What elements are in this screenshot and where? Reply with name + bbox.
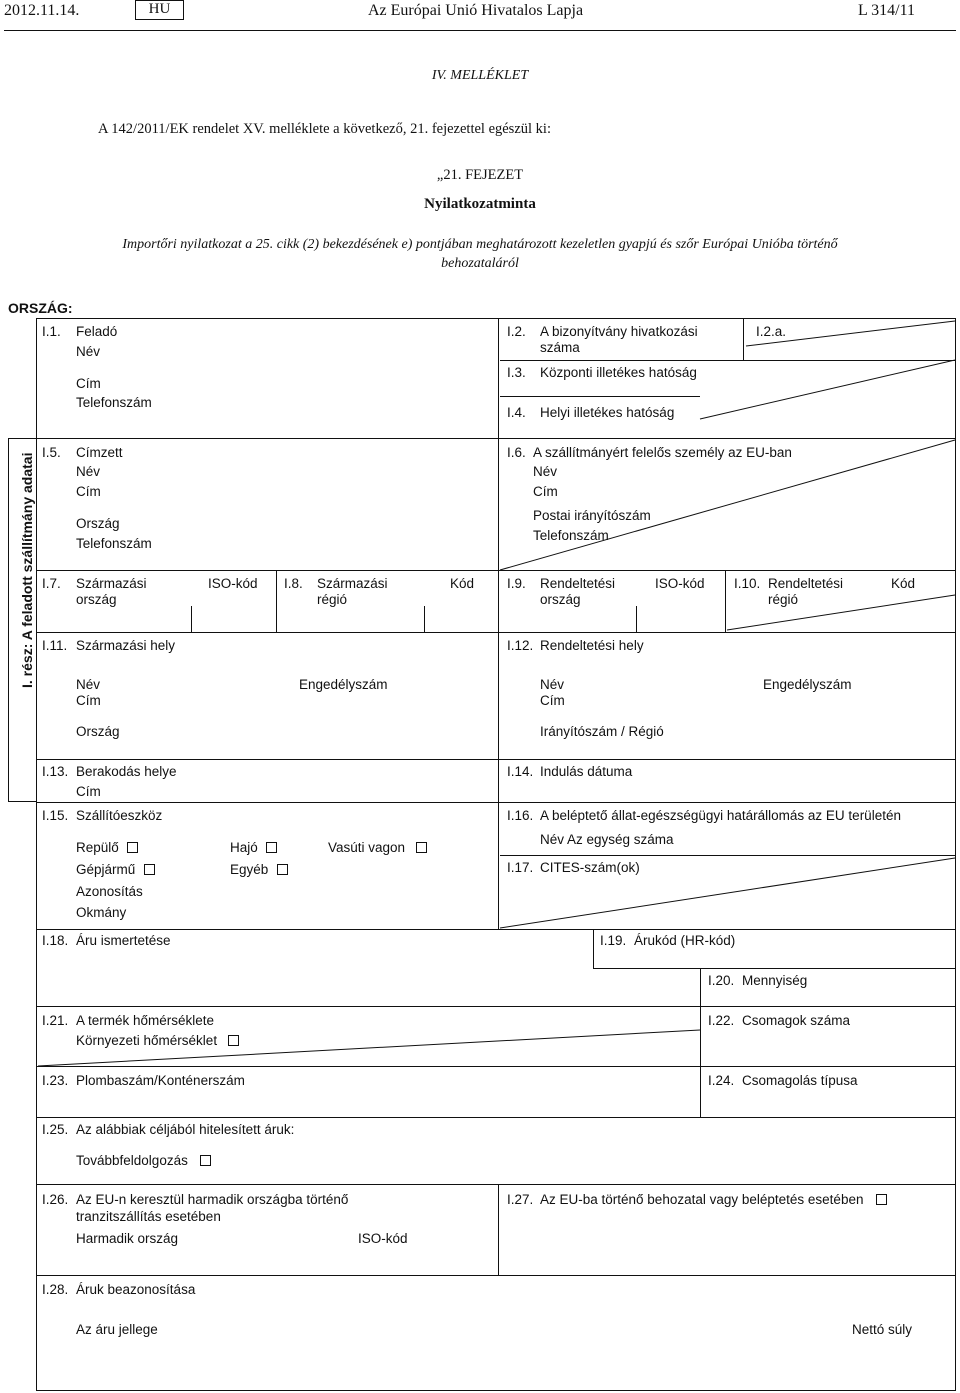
further-processing-checkbox[interactable] — [200, 1155, 211, 1166]
consignee-phone-label: Telefonszám — [76, 536, 152, 551]
annex-heading: IV. MELLÉKLET — [431, 68, 529, 83]
certified-for-label: Az alábbiak céljából hitelesített áruk: — [76, 1122, 295, 1137]
origin-name-label: Név — [76, 677, 101, 692]
field-number: I.23. — [42, 1073, 69, 1088]
consignee-name-label: Név — [76, 464, 101, 479]
model-title: Nyilatkozatminta — [424, 196, 536, 212]
field-number: I.26. — [42, 1192, 69, 1207]
rail-label: Vasúti vagon — [328, 840, 406, 855]
vehicle-checkbox[interactable] — [144, 864, 155, 875]
transport-ident-label: Azonosítás — [76, 884, 143, 899]
net-weight-label: Nettó súly — [852, 1322, 913, 1337]
transport-title: Szállítóeszköz — [76, 808, 163, 823]
destination-approval-label: Engedélyszám — [763, 677, 852, 692]
goods-identification-title: Áruk beazonosítása — [76, 1282, 196, 1297]
ship-checkbox[interactable] — [266, 842, 277, 853]
local-authority-label: Helyi illetékes hatóság — [540, 405, 675, 420]
consignor-name-label: Név — [76, 344, 101, 359]
field-number: I.11. — [42, 638, 68, 653]
responsible-postcode-label: Postai irányítószám — [533, 508, 651, 523]
origin-country-title: Származási — [76, 576, 147, 591]
origin-address-label: Cím — [76, 693, 101, 708]
field-number: I.22. — [708, 1013, 735, 1028]
field-number: I.28. — [42, 1282, 69, 1297]
plane-label: Repülő — [76, 840, 119, 855]
field-number: I.20. — [708, 973, 735, 988]
language-badge: HU — [135, 0, 184, 20]
package-count-label: Csomagok száma — [742, 1013, 851, 1028]
field-number: I.24. — [708, 1073, 735, 1088]
consignor-phone-label: Telefonszám — [76, 395, 152, 410]
destination-postcode-label: Irányítószám / Régió — [540, 724, 664, 739]
certificate-ref-title-2: száma — [540, 340, 580, 355]
commodity-code-label: Árukód (HR-kód) — [634, 933, 736, 948]
field-number: I.6. — [507, 445, 526, 460]
origin-country-label: Ország — [76, 724, 120, 739]
description-line-2: behozataláról — [441, 256, 519, 271]
responsible-address-label: Cím — [533, 484, 558, 499]
field-number: I.12. — [507, 638, 534, 653]
field-number: I.8. — [284, 576, 303, 591]
loading-address-label: Cím — [76, 784, 101, 799]
field-number: I.16. — [507, 808, 534, 823]
import-entry-label: Az EU-ba történő behozatal vagy beléptetés esetében — [540, 1192, 864, 1207]
ship-label: Hajó — [230, 840, 258, 855]
origin-region-title-2: régió — [317, 592, 348, 607]
chapter-heading: „21. FEJEZET — [436, 167, 524, 183]
journal-title: Az Európai Unió Hivatalos Lapja — [368, 2, 584, 19]
field-number: I.13. — [42, 764, 69, 779]
field-number: I.2. — [507, 324, 526, 339]
vehicle-label: Gépjármű — [76, 862, 136, 877]
origin-country-title-2: ország — [76, 592, 117, 607]
consignee-address-label: Cím — [76, 484, 101, 499]
certificate-ref-title: A bizonyítvány hivatkozási — [540, 324, 698, 339]
other-transport-checkbox[interactable] — [277, 864, 288, 875]
departure-date-label: Indulás dátuma — [540, 764, 633, 779]
plane-checkbox[interactable] — [127, 842, 138, 853]
further-processing-label: Továbbfeldolgozás — [76, 1153, 188, 1168]
border-post-title: A beléptető állat-egészségügyi határállomás az EU területén — [540, 808, 901, 823]
place-of-destination-title: Rendeltetési hely — [540, 638, 644, 653]
ambient-temp-label: Környezeti hőmérséklet — [76, 1033, 218, 1048]
responsible-name-label: Név — [533, 464, 558, 479]
field-number: I.27. — [507, 1192, 534, 1207]
field-number: I.17. — [507, 860, 534, 875]
page-number: L 314/11 — [858, 2, 916, 19]
field-number: I.4. — [507, 405, 526, 420]
ambient-temp-checkbox[interactable] — [228, 1035, 239, 1046]
origin-region-code-label: Kód — [450, 576, 475, 591]
field-number: I.25. — [42, 1122, 69, 1137]
third-country-iso-label: ISO-kód — [358, 1231, 408, 1246]
place-of-origin-title: Származási hely — [76, 638, 176, 653]
intro-line: A 142/2011/EK rendelet XV. melléklete a következő, 21. fejezettel egészül ki: — [98, 121, 551, 137]
destination-address-label: Cím — [540, 693, 565, 708]
destination-country-iso-label: ISO-kód — [655, 576, 705, 591]
field-number: I.3. — [507, 365, 526, 380]
transit-title-2: tranzitszállítás esetében — [76, 1209, 221, 1224]
goods-description-label: Áru ismertetése — [76, 933, 171, 948]
origin-approval-label: Engedélyszám — [299, 677, 388, 692]
import-entry-checkbox[interactable] — [876, 1194, 887, 1205]
field-number: I.21. — [42, 1013, 69, 1028]
temperature-title: A termék hőmérséklete — [76, 1013, 215, 1028]
field-number: I.1. — [42, 324, 61, 339]
rail-checkbox[interactable] — [416, 842, 427, 853]
responsible-phone-label: Telefonszám — [533, 528, 609, 543]
destination-region-code-label: Kód — [891, 576, 916, 591]
destination-region-title-2: régió — [768, 592, 799, 607]
quantity-label: Mennyiség — [742, 973, 808, 988]
destination-name-label: Név — [540, 677, 565, 692]
field-number: I.9. — [507, 576, 526, 591]
field-number: I.2.a. — [756, 324, 787, 339]
transit-title: Az EU-n keresztül harmadik országba történő — [76, 1192, 349, 1207]
field-number: I.15. — [42, 808, 69, 823]
consignee-title: Címzett — [76, 445, 123, 460]
destination-country-title-2: ország — [540, 592, 581, 607]
description-line-1: Importőri nyilatkozat a 25. cikk (2) bekezdésének e) pontjában meghatározott kezeletlen gyapjú és szőr Európai Unióba történő — [122, 237, 838, 252]
packaging-type-label: Csomagolás típusa — [742, 1073, 858, 1088]
field-number: I.18. — [42, 933, 69, 948]
origin-country-iso-label: ISO-kód — [208, 576, 258, 591]
field-number: I.7. — [42, 576, 61, 591]
consignor-title: Feladó — [76, 324, 118, 339]
consignee-country-label: Ország — [76, 516, 120, 531]
field-number: I.14. — [507, 764, 534, 779]
header-date: 2012.11.14. — [4, 2, 80, 19]
seal-number-label: Plombaszám/Konténerszám — [76, 1073, 245, 1088]
responsible-person-title: A szállítmányért felelős személy az EU-ban — [533, 445, 792, 460]
country-label: ORSZÁG: — [8, 300, 73, 316]
field-number: I.19. — [600, 933, 627, 948]
destination-region-title: Rendeltetési — [768, 576, 844, 591]
border-post-sub-label: Név Az egység száma — [540, 832, 674, 847]
field-number: I.10. — [734, 576, 761, 591]
other-transport-label: Egyéb — [230, 862, 269, 877]
cites-label: CITES-szám(ok) — [540, 860, 640, 875]
destination-country-title: Rendeltetési — [540, 576, 616, 591]
origin-region-title: Származási — [317, 576, 388, 591]
loading-place-title: Berakodás helye — [76, 764, 177, 779]
part-one-side-label: I. rész: A feladott szállítmány adatai — [19, 452, 35, 688]
third-country-label: Harmadik ország — [76, 1231, 179, 1246]
goods-nature-label: Az áru jellege — [76, 1322, 158, 1337]
field-number: I.5. — [42, 445, 61, 460]
consignor-address-label: Cím — [76, 376, 101, 391]
transport-doc-label: Okmány — [76, 905, 127, 920]
central-authority-label: Központi illetékes hatóság — [540, 365, 697, 380]
